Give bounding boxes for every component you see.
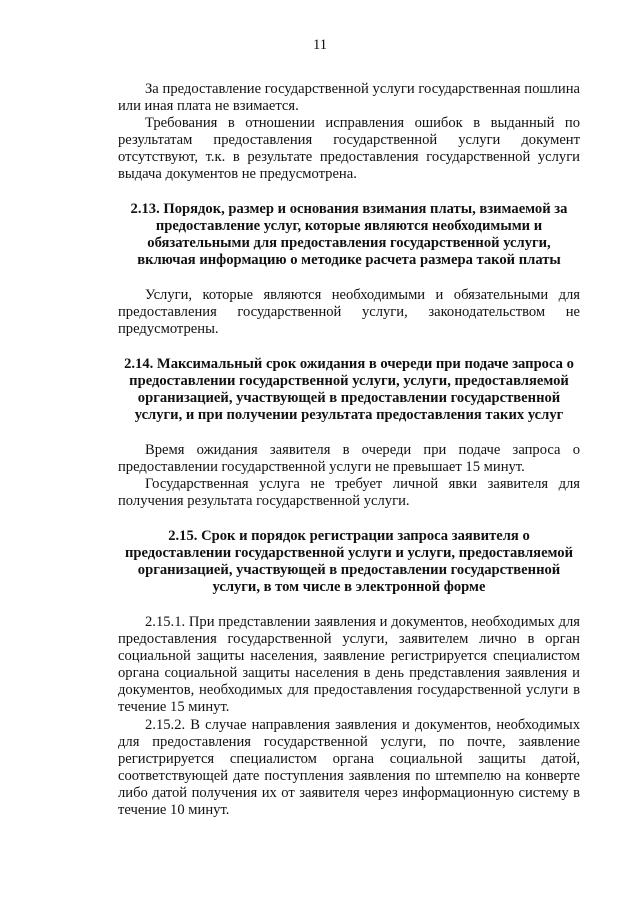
section-2-14-text-2-block xyxy=(118,476,580,510)
paragraph-text: Время ожидания заявителя в очереди при подаче запроса о предоставлении государственной услуги не превышает 15 минут. xyxy=(118,442,580,475)
section-2-15-2-block xyxy=(118,717,580,819)
section-heading: 2.14. Максимальный срок ожидания в очереди при подаче запроса о предоставлении государственной услуги, услуги, предоставляемой организацией, участвующей в предоставлении государственной услуги, и при получении результата предоставления таких услуг xyxy=(124,356,574,423)
section-2-15-1-block xyxy=(118,614,580,716)
section-heading: 2.13. Порядок, размер и основания взимания платы, взимаемой за предоставление услуг, которые являются необходимыми и обязательными для предоставления государственной услуги, включая информацию о методике расчета размера такой платы xyxy=(130,201,568,268)
paragraph-text: 2.15.1. При представлении заявления и документов, необходимых для предоставления государственной услуги, заявителем лично в орган социальной защиты населения, заявление регистрируется специалистом органа социальной защиты населения в день представления заявления и документов, необходимых для предоставления государственной услуги в течение 15 минут. xyxy=(118,614,580,715)
section-heading: 2.15. Срок и порядок регистрации запроса заявителя о предоставлении государственной услуги и услуги, предоставляемой организацией, участвующей в предоставлении государственной услуги, в том числе в электронной форме xyxy=(124,528,574,595)
section-2-14-heading-block xyxy=(118,356,580,424)
paragraph-errors xyxy=(118,115,580,183)
paragraph-text: Требования в отношении исправления ошибок в выданный по результатам предоставления государственной услуги документ отсутствуют, т.к. в результате предоставления государственной услуги выдача документов не предусмотрена. xyxy=(118,115,580,182)
section-2-13-text-block xyxy=(118,287,580,338)
section-2-14-text-1-block xyxy=(118,442,580,476)
paragraph-text: Государственная услуга не требует личной явки заявителя для получения результата государственной услуги. xyxy=(118,476,580,509)
page-number: 11 xyxy=(312,37,328,53)
paragraph-text: 2.15.2. В случае направления заявления и документов, необходимых для предоставления государственной услуги, по почте, заявление регистрируется специалистом органа социальной защиты датой, соответствующей дате поступления заявления по штемпелю на конверте либо датой получения их от заявителя через информационную систему в течение 10 минут. xyxy=(118,717,580,818)
paragraph-fee xyxy=(118,81,580,115)
paragraph-text: За предоставление государственной услуги государственная пошлина или иная плата не взимается. xyxy=(118,81,580,114)
paragraph-text: Услуги, которые являются необходимыми и обязательными для предоставления государственной услуги, законодательством не предусмотрены. xyxy=(118,287,580,337)
section-2-13-heading-block xyxy=(118,201,580,269)
section-2-15-heading-block xyxy=(118,528,580,596)
